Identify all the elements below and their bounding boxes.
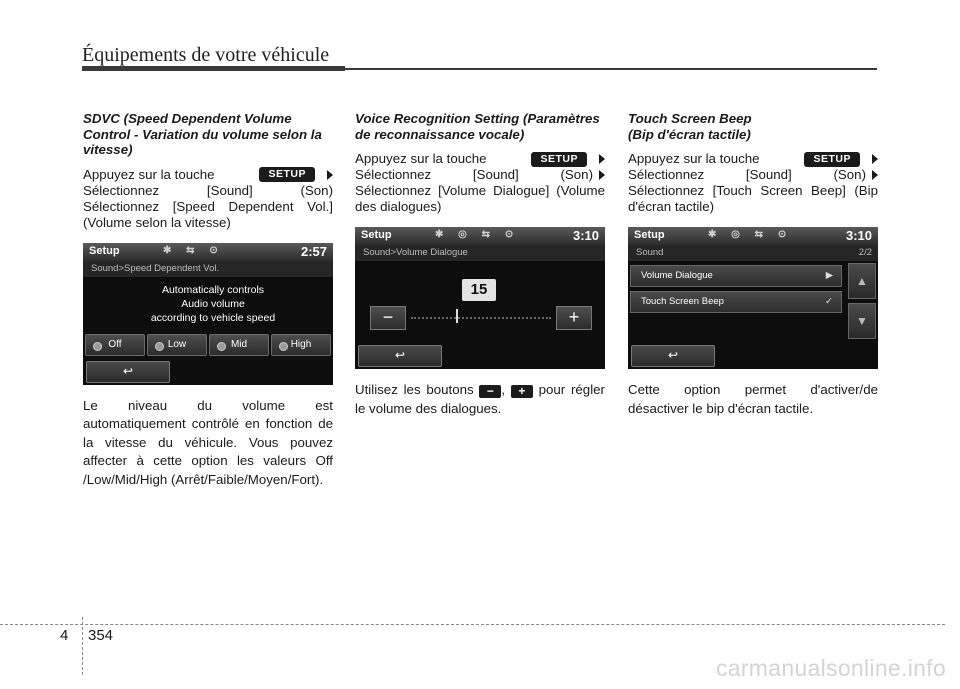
chevron-right-icon: ▶ xyxy=(825,270,833,281)
instructions xyxy=(628,151,878,215)
screen-sdvc xyxy=(83,243,333,385)
speed-options xyxy=(85,334,331,356)
arrow-right-icon xyxy=(599,170,605,180)
screen-titlebar xyxy=(83,243,333,261)
volume-value: 15 xyxy=(462,279,496,301)
step2-menu: [Sound] xyxy=(206,182,253,198)
arrow-right-icon xyxy=(872,154,878,164)
step1-text: Appuyez sur la touche xyxy=(83,166,215,182)
section-title: Voice Recognition Setting (Paramètres de reconnaissance vocale) xyxy=(355,111,600,142)
plus-key-icon: + xyxy=(511,385,533,398)
screen-clock: 3:10 xyxy=(572,228,599,243)
screen-breadcrumb: Sound>Volume Dialogue xyxy=(355,245,605,261)
body-text: Cette option permet d'activer/de désactiver le bip d'écran tactile. xyxy=(628,382,878,416)
screen-title: Setup xyxy=(89,244,120,257)
step2-text: Sélectionnez xyxy=(83,182,160,198)
step3-text: Sélectionnez [Speed Dependent Vol.] (Volume selon la vitesse) xyxy=(83,198,333,230)
screen-clock: 2:57 xyxy=(300,243,327,259)
screen-breadcrumb: Sound>Speed Dependent Vol. xyxy=(83,261,333,277)
step2-menu-fr: (Son) xyxy=(560,167,593,182)
radio-icon xyxy=(279,342,288,351)
radio-icon xyxy=(217,342,226,351)
page-header-title: Équipements de votre véhicule xyxy=(82,44,330,66)
page-number: 354 xyxy=(88,627,114,644)
screen-message: Automatically controls Audio volume according to vehicle speed xyxy=(150,283,276,324)
option-mid-button[interactable]: Mid xyxy=(209,334,269,356)
screen-title: Setup xyxy=(634,229,665,241)
back-button[interactable]: ↩ xyxy=(358,345,442,367)
step3-text: Sélectionnez [Volume Dialogue] (Volume des dialogues) xyxy=(355,183,605,214)
body-text: Le niveau du volume est automatiquement contrôlé en fonction de la vitesse du véhicule. Vous pouvez affecter à cette option les valeurs Off /Low/Mid/High (Arrêt/Faible/Moyen/Fort). xyxy=(83,397,333,487)
instructions xyxy=(83,167,333,231)
screen-titlebar xyxy=(355,227,605,245)
back-button[interactable]: ↩ xyxy=(86,361,170,383)
radio-icon xyxy=(93,342,102,351)
arrow-right-icon xyxy=(327,170,333,180)
checkmark-icon: ✓ xyxy=(825,296,833,307)
section-voice-recognition xyxy=(355,111,605,418)
instructions xyxy=(355,151,605,215)
section-title: SDVC (Speed Dependent Volume Control - Variation du volume selon la vitesse) xyxy=(83,111,322,157)
volume-marker xyxy=(456,309,458,323)
scroll-up-button[interactable]: ▲ xyxy=(848,263,876,299)
volume-plus-button[interactable]: + xyxy=(556,306,592,330)
screen-title: Setup xyxy=(361,229,392,241)
radio-icon xyxy=(155,342,164,351)
chapter-number: 4 xyxy=(60,627,69,644)
status-icons: ✱ ◎ ⇆ ⊙ xyxy=(435,229,520,240)
footer-rule xyxy=(0,624,945,625)
volume-minus-button[interactable]: − xyxy=(370,306,406,330)
screen-breadcrumb: Sound 2/2 xyxy=(628,245,878,261)
step2-menu: [Sound] xyxy=(472,167,519,182)
step2-menu: [Sound] xyxy=(745,167,792,182)
arrow-right-icon xyxy=(599,154,605,164)
screen-clock: 3:10 xyxy=(845,228,872,243)
step2-text: Sélectionnez xyxy=(355,167,432,182)
option-off-button[interactable]: Off xyxy=(85,334,145,356)
setup-key-label: SETUP xyxy=(804,152,860,167)
watermark: carmanualsonline.info xyxy=(715,655,946,681)
status-icons: ✱ ◎ ⇆ ⊙ xyxy=(708,229,793,240)
page-indicator: 2/2 xyxy=(858,247,872,258)
header-rule-thin xyxy=(345,68,877,70)
menu-item-touch-screen-beep[interactable]: Touch Screen Beep ✓ xyxy=(630,291,842,313)
minus-key-icon: − xyxy=(479,385,501,398)
status-icons: ✱ ⇆ ⊙ xyxy=(163,244,224,256)
step1-text: Appuyez sur la touche xyxy=(355,151,487,166)
step2-menu-fr: (Son) xyxy=(833,167,866,182)
scroll-down-button[interactable]: ▼ xyxy=(848,303,876,339)
section-touch-screen-beep xyxy=(628,111,878,418)
back-button[interactable]: ↩ xyxy=(631,345,715,367)
footer-separator xyxy=(82,617,83,675)
screen-titlebar xyxy=(628,227,878,245)
screen-volume-dialogue xyxy=(355,227,605,369)
body-text: Utilisez les boutons − , + pour régler le volume des dialogues. xyxy=(355,382,605,416)
step2-text: Sélectionnez xyxy=(628,167,705,182)
menu-item-volume-dialogue[interactable]: Volume Dialogue ▶ xyxy=(630,265,842,287)
setup-key-label: SETUP xyxy=(259,167,315,182)
screen-sound-menu xyxy=(628,227,878,369)
option-low-button[interactable]: Low xyxy=(147,334,207,356)
section-title: Touch Screen Beep (Bip d'écran tactile) xyxy=(628,111,752,142)
volume-track[interactable] xyxy=(411,317,551,319)
setup-key-label: SETUP xyxy=(531,152,587,167)
arrow-right-icon xyxy=(872,170,878,180)
option-high-button[interactable]: High xyxy=(271,334,331,356)
section-sdvc xyxy=(83,111,333,489)
header-rule-thick xyxy=(82,66,345,71)
step2-menu-fr: (Son) xyxy=(300,182,333,198)
step1-text: Appuyez sur la touche xyxy=(628,151,760,166)
step3-text: Sélectionnez [Touch Screen Beep] (Bip d'écran tactile) xyxy=(628,183,878,214)
